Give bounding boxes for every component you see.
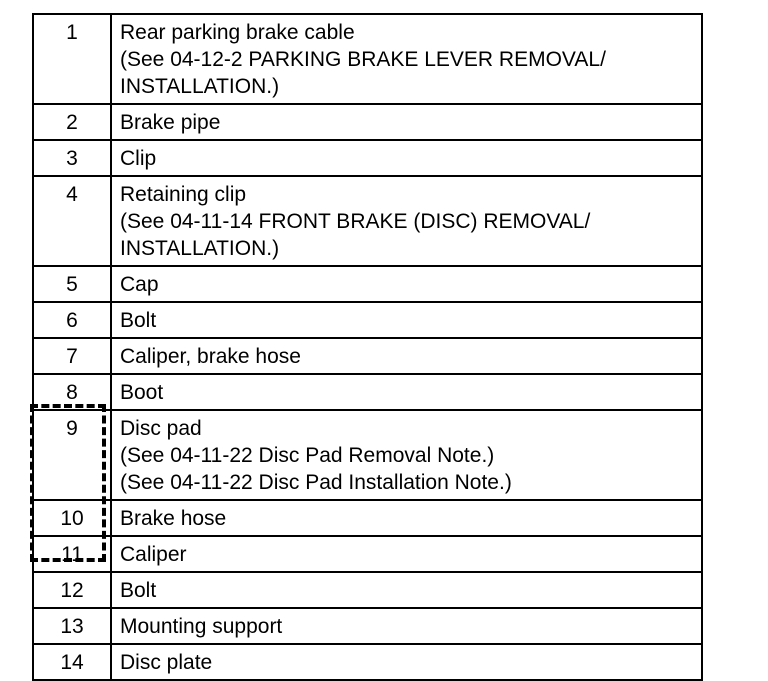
part-description xyxy=(111,536,702,572)
part-number: 2 xyxy=(33,104,111,140)
table-row xyxy=(33,572,702,608)
parts-table xyxy=(32,13,703,681)
part-reference-note: (See 04-12-2 PARKING BRAKE LEVER REMOVAL/ xyxy=(120,48,606,71)
table-row xyxy=(33,266,702,302)
table-row xyxy=(33,140,702,176)
part-name: Bolt xyxy=(120,309,157,332)
part-number: 1 xyxy=(33,14,111,104)
part-number: 8 xyxy=(33,374,111,410)
part-number: 7 xyxy=(33,338,111,374)
part-description xyxy=(111,104,702,140)
parts-table-body xyxy=(33,14,702,680)
part-name: Clip xyxy=(120,147,157,170)
part-name: Disc pad xyxy=(120,417,202,440)
part-number: 13 xyxy=(33,608,111,644)
table-row xyxy=(33,104,702,140)
part-description xyxy=(111,500,702,536)
table-row xyxy=(33,644,702,680)
part-reference-note: (See 04-11-22 Disc Pad Removal Note.) xyxy=(120,444,495,467)
part-name: Cap xyxy=(120,273,159,296)
part-description xyxy=(111,374,702,410)
table-row xyxy=(33,14,702,104)
part-name: Brake pipe xyxy=(120,111,221,134)
table-row xyxy=(33,536,702,572)
table-row xyxy=(33,374,702,410)
part-reference-note: INSTALLATION.) xyxy=(120,75,280,98)
table-row xyxy=(33,338,702,374)
part-number: 4 xyxy=(33,176,111,266)
part-description xyxy=(111,644,702,680)
part-number: 11 xyxy=(33,536,111,572)
part-reference-note: INSTALLATION.) xyxy=(120,237,280,260)
part-name: Disc plate xyxy=(120,651,213,674)
part-description xyxy=(111,176,702,266)
part-description xyxy=(111,14,702,104)
table-row xyxy=(33,608,702,644)
table-row xyxy=(33,500,702,536)
part-number: 5 xyxy=(33,266,111,302)
part-name: Caliper, brake hose xyxy=(120,345,301,368)
part-description xyxy=(111,572,702,608)
part-number: 6 xyxy=(33,302,111,338)
part-name: Retaining clip xyxy=(120,183,247,206)
table-row xyxy=(33,302,702,338)
part-number: 9 xyxy=(33,410,111,500)
table-row xyxy=(33,410,702,500)
part-number: 3 xyxy=(33,140,111,176)
part-description xyxy=(111,338,702,374)
part-name: Bolt xyxy=(120,579,157,602)
part-reference-note: (See 04-11-14 FRONT BRAKE (DISC) REMOVAL/ xyxy=(120,210,591,233)
part-name: Boot xyxy=(120,381,164,404)
part-reference-note: (See 04-11-22 Disc Pad Installation Note.) xyxy=(120,471,512,494)
part-description xyxy=(111,302,702,338)
part-name: Rear parking brake cable xyxy=(120,21,355,44)
part-number: 14 xyxy=(33,644,111,680)
part-number: 12 xyxy=(33,572,111,608)
part-number: 10 xyxy=(33,500,111,536)
part-name: Mounting support xyxy=(120,615,283,638)
part-description xyxy=(111,140,702,176)
table-row xyxy=(33,176,702,266)
part-description xyxy=(111,608,702,644)
part-description xyxy=(111,266,702,302)
part-name: Caliper xyxy=(120,543,187,566)
part-description xyxy=(111,410,702,500)
part-name: Brake hose xyxy=(120,507,227,530)
